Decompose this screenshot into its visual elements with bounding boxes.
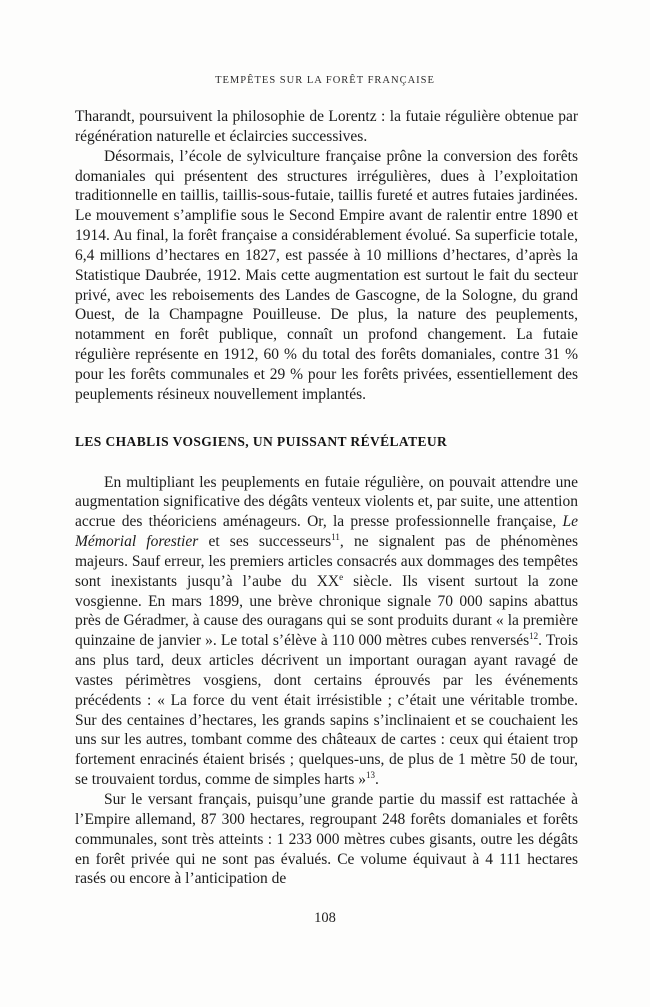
text-segment: , ne signalent pas de phénomènes majeurs. Sauf erreur, les premiers articles consacrés aux dommages des tempêtes sont inexistants jusqu’à l’aube du XX bbox=[75, 533, 578, 590]
paragraph bbox=[75, 790, 578, 889]
text-segment: et ses successeurs bbox=[198, 533, 332, 551]
italic-title: Le Mémorial forestier bbox=[75, 513, 578, 551]
text-segment: siècle. Ils visent surtout la zone vosgienne. En mars 1899, une brève chronique signale 70 000 sapins abattus près de Géradmer, à cause des ouragans qui se sont produits durant « la première quinzaine de janvier ». Le total s’élève à 110 000 mètres cubes renversés bbox=[75, 572, 578, 650]
text-segment: Désormais, l’école de sylviculture française prône la conversion des forêts domaniales qui présentent des structures irrégulières, dues à l’exploitation traditionnelle en taillis, taillis-sous-futaie, taillis fureté et autres futaies jardinées. Le mouvement s’amplifie sous le Second Empire avant de ralentir entre 1890 et 1914. Au final, la forêt française a considérablement évolué. Sa superficie totale, 6,4 millions d’hectares en 1827, est passée à 10 millions d’hectares, d’après la Statistique Daubrée, 1912. Mais cette augmentation est surtout le fait du secteur privé, avec les reboisements des Landes de Gascogne, de la Sologne, du grand Ouest, de la Champagne Pouilleuse. De plus, la nature des peuplements, notamment en forêt publique, connaît un profond changement. La futaie régulière représente en 1912, 60 % du total des forêts domaniales, contre 31 % pour les forêts communales et 29 % pour les forêts privées, essentiellement des peuplements résineux nouvellement implantés. bbox=[75, 147, 578, 403]
text-segment: . bbox=[375, 771, 379, 789]
footnote-marker: e bbox=[339, 571, 344, 582]
footnote-marker: 12 bbox=[529, 631, 539, 642]
text-segment: Sur le versant français, puisqu’une grande partie du massif est rattachée à l’Empire allemand, 87 300 hectares, regroupant 248 forêts domaniales et forêts communales, sont très atteints : 1 233 000 mètres cubes gisants, outre les dégâts en forêt privée qui ne sont pas évalués. Ce volume équivaut à 4 111 hectares rasés ou encore à l’anticipation de bbox=[75, 791, 578, 888]
running-header: TEMPÊTES SUR LA FORÊT FRANÇAISE bbox=[215, 75, 435, 86]
paragraph bbox=[75, 147, 578, 405]
paragraph bbox=[75, 107, 578, 147]
page-number: 108 bbox=[314, 910, 336, 926]
footnote-marker: 11 bbox=[331, 531, 340, 542]
text-segment: En multipliant les peuplements en futaie régulière, on pouvait attendre une augmentation significative des dégâts venteux violents et, par suite, une attention accrue des théoriciens aménageurs. Or, la presse professionnelle française, bbox=[75, 473, 578, 531]
text-block bbox=[75, 107, 578, 889]
section-heading: LES CHABLIS VOSGIENS, UN PUISSANT RÉVÉLATEUR bbox=[75, 433, 448, 449]
paragraph bbox=[75, 473, 578, 791]
footnote-marker: 13 bbox=[366, 770, 375, 780]
text-segment: Tharandt, poursuivent la philosophie de Lorentz : la futaie régulière obtenue par régénération naturelle et éclaircies successives. bbox=[75, 108, 578, 145]
text-segment: . Trois ans plus tard, deux articles décrivent un important ouragan ayant ravagé de vastes périmètres vosgiens, dont certains éprouvés par les événements précédents : « La force du vent était irrésistible ; c’était une véritable trombe. Sur des centaines d’hectares, les grands sapins s’inclinaient et se couchaient les uns sur les autres, tombant comme des châteaux de cartes : ceux qui étaient trop fortement enracinés étaient brisés ; quelques-uns, de plus de 1 mètre 50 de tour, se trouvaient tordus, comme de simples harts » bbox=[75, 632, 578, 789]
